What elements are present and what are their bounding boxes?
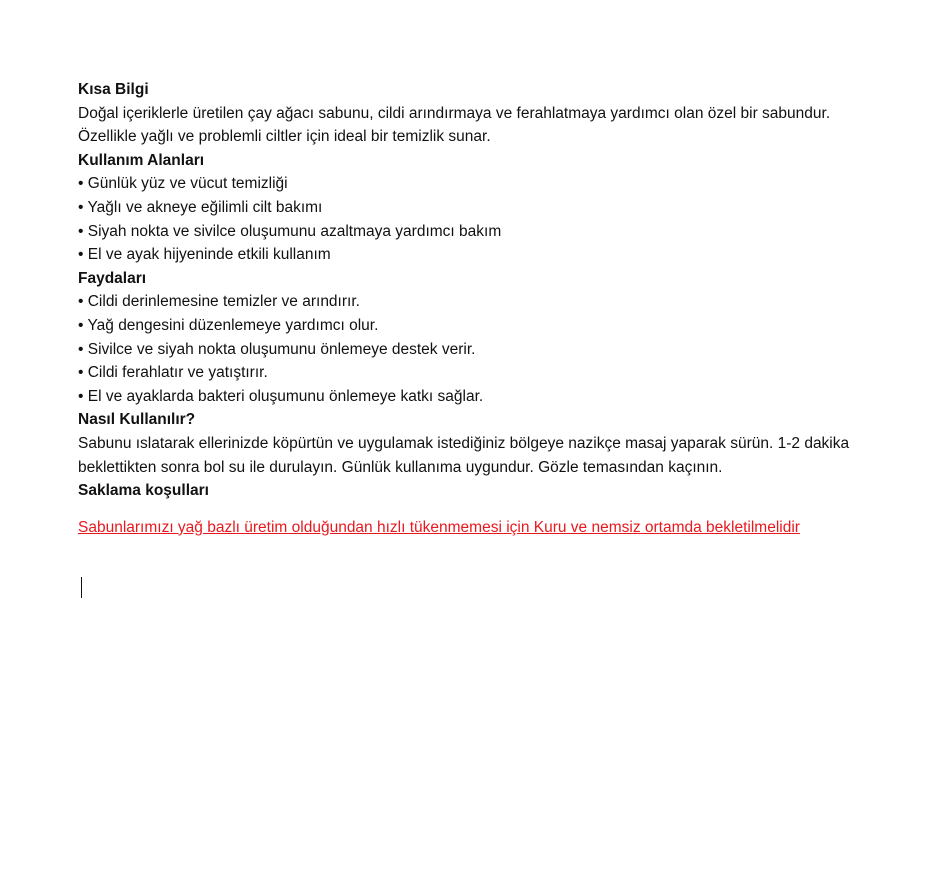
short-info-text: Doğal içeriklerle üretilen çay ağacı sabunu, cildi arındırmaya ve ferahlatmaya yardımcı olan özel bir sabundur. Özellikle yağlı ve problemli ciltler için ideal bir temizlik sunar. <box>78 104 831 146</box>
text-cursor <box>81 577 82 598</box>
heading-storage: Saklama koşulları <box>78 482 209 500</box>
benefit-item: • Sivilce ve siyah nokta oluşumunu önlemeye destek verir. <box>78 340 476 358</box>
heading-how-to-use: Nasıl Kullanılır? <box>78 411 196 429</box>
usage-item: • Günlük yüz ve vücut temizliği <box>78 175 288 193</box>
heading-usage-areas: Kullanım Alanları <box>78 151 205 169</box>
how-to-use-text: Sabunu ıslatarak ellerinizde köpürtün ve uygulamak istediğiniz bölgeye nazikçe masaj yaparak sürün. 1-2 dakika beklettikten sonra bol su ile durulayın. Günlük kullanıma uygundur. Gözle temasından kaçının. <box>78 434 850 476</box>
heading-benefits: Faydaları <box>78 269 147 287</box>
usage-item: • El ve ayak hijyeninde etkili kullanım <box>78 246 331 264</box>
benefit-item: • El ve ayaklarda bakteri oluşumunu önlemeye katkı sağlar. <box>78 387 484 405</box>
benefit-item: • Yağ dengesini düzenlemeye yardımcı olur. <box>78 316 379 334</box>
heading-short-info: Kısa Bilgi <box>78 81 149 98</box>
benefit-item: • Cildi derinlemesine temizler ve arındırır. <box>78 293 360 311</box>
storage-warning-text[interactable]: Sabunlarımızı yağ bazlı üretim olduğundan hızlı tükenmemesi için Kuru ve nemsiz ortamda bekletilmelidir <box>78 518 800 536</box>
benefit-item: • Cildi ferahlatır ve yatıştırır. <box>78 364 268 382</box>
document-body[interactable] <box>78 78 868 539</box>
usage-item: • Siyah nokta ve sivilce oluşumunu azaltmaya yardımcı bakım <box>78 222 502 240</box>
usage-item: • Yağlı ve akneye eğilimli cilt bakımı <box>78 198 323 216</box>
